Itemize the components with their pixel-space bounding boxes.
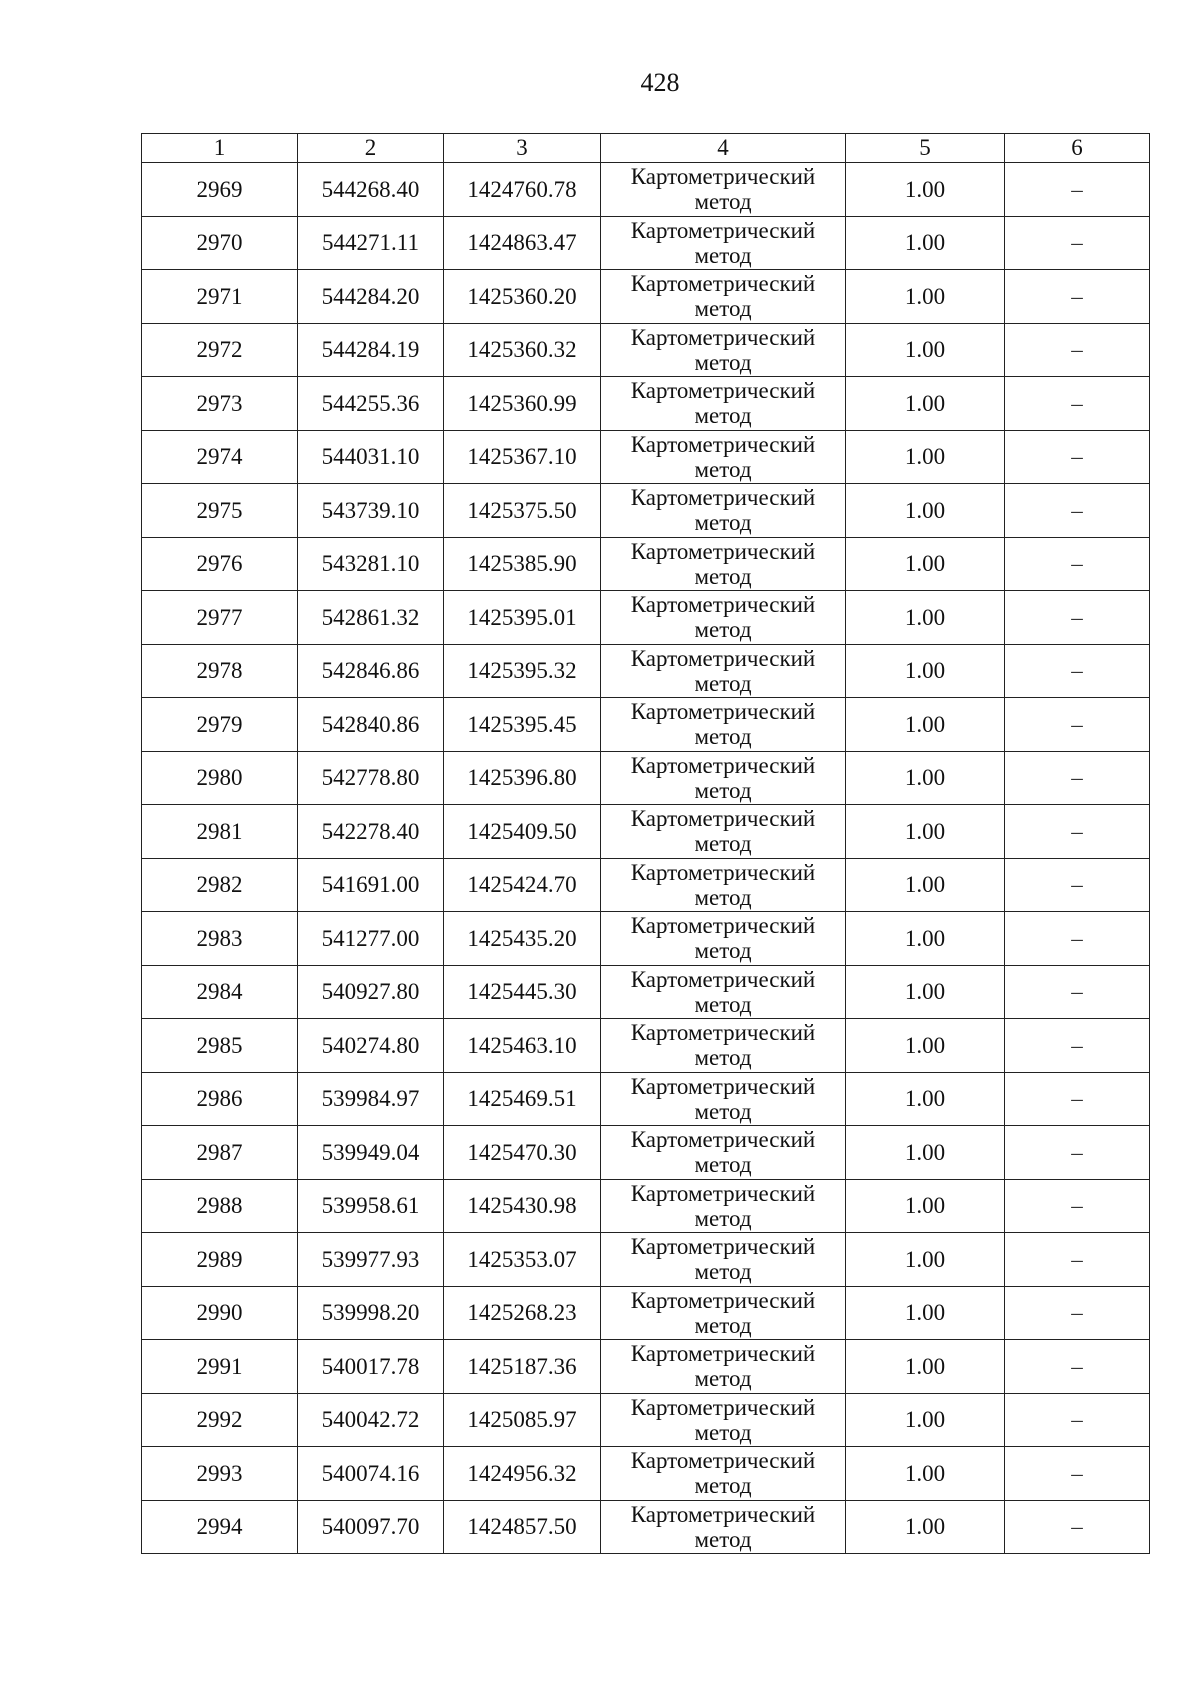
y-coordinate-cell: 1425085.97 [444, 1393, 601, 1447]
method-cell [601, 858, 846, 912]
note-cell: – [1005, 216, 1150, 270]
table-row [142, 1233, 1150, 1287]
x-coordinate-cell: 544284.19 [298, 323, 444, 377]
note-cell: – [1005, 1447, 1150, 1501]
method-cell [601, 1500, 846, 1554]
note-cell: – [1005, 751, 1150, 805]
table-row [142, 912, 1150, 966]
note-cell: – [1005, 965, 1150, 1019]
method-label-line-1: Картометрический [630, 1127, 816, 1153]
x-coordinate-cell: 539949.04 [298, 1126, 444, 1180]
accuracy-cell: 1.00 [846, 216, 1005, 270]
point-number-cell: 2978 [142, 644, 298, 698]
accuracy-cell: 1.00 [846, 1500, 1005, 1554]
note-cell: – [1005, 591, 1150, 645]
table-row [142, 1447, 1150, 1501]
method-cell [601, 216, 846, 270]
x-coordinate-cell: 542278.40 [298, 805, 444, 859]
method-label-line-2: метод [694, 1312, 752, 1338]
accuracy-cell: 1.00 [846, 858, 1005, 912]
x-coordinate-cell: 540097.70 [298, 1500, 444, 1554]
method-label-line-2: метод [694, 1366, 752, 1392]
table-row [142, 1500, 1150, 1554]
accuracy-cell: 1.00 [846, 1233, 1005, 1287]
table-row [142, 751, 1150, 805]
coordinates-table-body [142, 134, 1150, 1554]
method-cell [601, 1286, 846, 1340]
coordinates-table [141, 133, 1150, 1554]
y-coordinate-cell: 1424956.32 [444, 1447, 601, 1501]
table-row [142, 1179, 1150, 1233]
method-label-line-1: Картометрический [630, 752, 816, 778]
method-label-line-1: Картометрический [630, 913, 816, 939]
point-number-cell: 2972 [142, 323, 298, 377]
table-row [142, 1019, 1150, 1073]
method-label-line-2: метод [694, 456, 752, 482]
table-row [142, 163, 1150, 217]
accuracy-cell: 1.00 [846, 644, 1005, 698]
y-coordinate-cell: 1425463.10 [444, 1019, 601, 1073]
note-cell: – [1005, 270, 1150, 324]
x-coordinate-cell: 542840.86 [298, 698, 444, 752]
x-coordinate-cell: 544255.36 [298, 377, 444, 431]
note-cell: – [1005, 163, 1150, 217]
point-number-cell: 2973 [142, 377, 298, 431]
table-row [142, 591, 1150, 645]
method-label-line-1: Картометрический [630, 1020, 816, 1046]
method-label-line-2: метод [694, 403, 752, 429]
note-cell: – [1005, 1286, 1150, 1340]
y-coordinate-cell: 1425187.36 [444, 1340, 601, 1394]
method-label-line-1: Картометрический [630, 1073, 816, 1099]
method-cell [601, 1019, 846, 1073]
accuracy-cell: 1.00 [846, 323, 1005, 377]
point-number-cell: 2980 [142, 751, 298, 805]
method-label-line-2: метод [694, 884, 752, 910]
method-label-line-1: Картометрический [630, 1501, 816, 1527]
method-cell [601, 1447, 846, 1501]
x-coordinate-cell: 544268.40 [298, 163, 444, 217]
method-cell [601, 965, 846, 1019]
method-label-line-1: Картометрический [630, 1341, 816, 1367]
method-cell [601, 591, 846, 645]
note-cell: – [1005, 858, 1150, 912]
accuracy-cell: 1.00 [846, 163, 1005, 217]
y-coordinate-cell: 1425470.30 [444, 1126, 601, 1180]
table-row [142, 216, 1150, 270]
method-label-line-1: Картометрический [630, 806, 816, 832]
method-label-line-1: Картометрический [630, 699, 816, 725]
table-row [142, 805, 1150, 859]
point-number-cell: 2970 [142, 216, 298, 270]
y-coordinate-cell: 1424857.50 [444, 1500, 601, 1554]
table-row [142, 1126, 1150, 1180]
note-cell: – [1005, 1126, 1150, 1180]
method-label-line-2: метод [694, 670, 752, 696]
point-number-cell: 2975 [142, 484, 298, 538]
method-cell [601, 644, 846, 698]
method-cell [601, 1126, 846, 1180]
x-coordinate-cell: 544284.20 [298, 270, 444, 324]
method-label-line-2: метод [694, 1045, 752, 1071]
method-label-line-1: Картометрический [630, 431, 816, 457]
method-cell [601, 270, 846, 324]
table-row [142, 377, 1150, 431]
note-cell: – [1005, 1500, 1150, 1554]
table-row [142, 537, 1150, 591]
y-coordinate-cell: 1425395.32 [444, 644, 601, 698]
table-row [142, 965, 1150, 1019]
y-coordinate-cell: 1425360.32 [444, 323, 601, 377]
accuracy-cell: 1.00 [846, 430, 1005, 484]
method-label-line-1: Картометрический [630, 1234, 816, 1260]
accuracy-cell: 1.00 [846, 377, 1005, 431]
method-label-line-1: Картометрический [630, 538, 816, 564]
point-number-cell: 2993 [142, 1447, 298, 1501]
y-coordinate-cell: 1425367.10 [444, 430, 601, 484]
column-header-6: 6 [1005, 134, 1150, 163]
accuracy-cell: 1.00 [846, 805, 1005, 859]
point-number-cell: 2990 [142, 1286, 298, 1340]
method-label-line-2: метод [694, 510, 752, 536]
accuracy-cell: 1.00 [846, 484, 1005, 538]
accuracy-cell: 1.00 [846, 912, 1005, 966]
method-label-line-2: метод [694, 938, 752, 964]
point-number-cell: 2987 [142, 1126, 298, 1180]
method-cell [601, 537, 846, 591]
point-number-cell: 2979 [142, 698, 298, 752]
note-cell: – [1005, 912, 1150, 966]
method-cell [601, 430, 846, 484]
x-coordinate-cell: 542861.32 [298, 591, 444, 645]
table-row [142, 1286, 1150, 1340]
note-cell: – [1005, 1019, 1150, 1073]
table-header-row [142, 134, 1150, 163]
note-cell: – [1005, 323, 1150, 377]
point-number-cell: 2974 [142, 430, 298, 484]
point-number-cell: 2989 [142, 1233, 298, 1287]
method-label-line-2: метод [694, 1098, 752, 1124]
x-coordinate-cell: 543739.10 [298, 484, 444, 538]
y-coordinate-cell: 1425385.90 [444, 537, 601, 591]
y-coordinate-cell: 1425395.45 [444, 698, 601, 752]
y-coordinate-cell: 1425395.01 [444, 591, 601, 645]
method-cell [601, 1393, 846, 1447]
y-coordinate-cell: 1424863.47 [444, 216, 601, 270]
accuracy-cell: 1.00 [846, 965, 1005, 1019]
y-coordinate-cell: 1425469.51 [444, 1072, 601, 1126]
x-coordinate-cell: 539984.97 [298, 1072, 444, 1126]
point-number-cell: 2984 [142, 965, 298, 1019]
method-label-line-2: метод [694, 617, 752, 643]
method-label-line-2: метод [694, 1205, 752, 1231]
accuracy-cell: 1.00 [846, 270, 1005, 324]
method-cell [601, 912, 846, 966]
method-cell [601, 484, 846, 538]
accuracy-cell: 1.00 [846, 1126, 1005, 1180]
y-coordinate-cell: 1425430.98 [444, 1179, 601, 1233]
note-cell: – [1005, 805, 1150, 859]
method-label-line-1: Картометрический [630, 1287, 816, 1313]
x-coordinate-cell: 540042.72 [298, 1393, 444, 1447]
point-number-cell: 2988 [142, 1179, 298, 1233]
method-label-line-1: Картометрический [630, 324, 816, 350]
method-label-line-1: Картометрический [630, 859, 816, 885]
method-cell [601, 163, 846, 217]
method-label-line-1: Картометрический [630, 1394, 816, 1420]
method-label-line-2: метод [694, 1526, 752, 1552]
point-number-cell: 2983 [142, 912, 298, 966]
method-cell [601, 1179, 846, 1233]
note-cell: – [1005, 1393, 1150, 1447]
table-row [142, 484, 1150, 538]
x-coordinate-cell: 540074.16 [298, 1447, 444, 1501]
y-coordinate-cell: 1425360.99 [444, 377, 601, 431]
method-label-line-1: Картометрический [630, 1448, 816, 1474]
accuracy-cell: 1.00 [846, 1447, 1005, 1501]
note-cell: – [1005, 1340, 1150, 1394]
column-header-1: 1 [142, 134, 298, 163]
method-label-line-1: Картометрический [630, 271, 816, 297]
column-header-2: 2 [298, 134, 444, 163]
accuracy-cell: 1.00 [846, 591, 1005, 645]
x-coordinate-cell: 542846.86 [298, 644, 444, 698]
column-header-3: 3 [444, 134, 601, 163]
point-number-cell: 2991 [142, 1340, 298, 1394]
column-header-4: 4 [601, 134, 846, 163]
note-cell: – [1005, 377, 1150, 431]
y-coordinate-cell: 1425360.20 [444, 270, 601, 324]
accuracy-cell: 1.00 [846, 698, 1005, 752]
method-label-line-2: метод [694, 349, 752, 375]
method-label-line-1: Картометрический [630, 592, 816, 618]
y-coordinate-cell: 1425375.50 [444, 484, 601, 538]
method-label-line-1: Картометрический [630, 645, 816, 671]
method-label-line-1: Картометрический [630, 217, 816, 243]
accuracy-cell: 1.00 [846, 751, 1005, 805]
method-label-line-1: Картометрический [630, 1180, 816, 1206]
point-number-cell: 2977 [142, 591, 298, 645]
note-cell: – [1005, 698, 1150, 752]
point-number-cell: 2994 [142, 1500, 298, 1554]
note-cell: – [1005, 484, 1150, 538]
accuracy-cell: 1.00 [846, 1393, 1005, 1447]
method-label-line-2: метод [694, 296, 752, 322]
y-coordinate-cell: 1425353.07 [444, 1233, 601, 1287]
method-label-line-2: метод [694, 1259, 752, 1285]
method-label-line-2: метод [694, 991, 752, 1017]
table-row [142, 1072, 1150, 1126]
method-label-line-1: Картометрический [630, 966, 816, 992]
method-label-line-2: метод [694, 189, 752, 215]
x-coordinate-cell: 540927.80 [298, 965, 444, 1019]
x-coordinate-cell: 539958.61 [298, 1179, 444, 1233]
accuracy-cell: 1.00 [846, 537, 1005, 591]
x-coordinate-cell: 542778.80 [298, 751, 444, 805]
x-coordinate-cell: 540017.78 [298, 1340, 444, 1394]
method-cell [601, 323, 846, 377]
x-coordinate-cell: 543281.10 [298, 537, 444, 591]
note-cell: – [1005, 1072, 1150, 1126]
method-label-line-2: метод [694, 777, 752, 803]
point-number-cell: 2986 [142, 1072, 298, 1126]
table-row [142, 323, 1150, 377]
method-label-line-1: Картометрический [630, 378, 816, 404]
method-label-line-2: метод [694, 1473, 752, 1499]
x-coordinate-cell: 539998.20 [298, 1286, 444, 1340]
note-cell: – [1005, 1179, 1150, 1233]
accuracy-cell: 1.00 [846, 1340, 1005, 1394]
y-coordinate-cell: 1425409.50 [444, 805, 601, 859]
y-coordinate-cell: 1425435.20 [444, 912, 601, 966]
x-coordinate-cell: 544271.11 [298, 216, 444, 270]
table-row [142, 644, 1150, 698]
method-cell [601, 1072, 846, 1126]
column-header-5: 5 [846, 134, 1005, 163]
point-number-cell: 2971 [142, 270, 298, 324]
x-coordinate-cell: 540274.80 [298, 1019, 444, 1073]
page-number: 428 [640, 68, 680, 97]
accuracy-cell: 1.00 [846, 1179, 1005, 1233]
method-label-line-1: Картометрический [630, 485, 816, 511]
note-cell: – [1005, 537, 1150, 591]
method-cell [601, 751, 846, 805]
x-coordinate-cell: 541691.00 [298, 858, 444, 912]
table-row [142, 1340, 1150, 1394]
x-coordinate-cell: 541277.00 [298, 912, 444, 966]
method-label-line-2: метод [694, 1419, 752, 1445]
method-cell [601, 698, 846, 752]
table-row [142, 270, 1150, 324]
x-coordinate-cell: 539977.93 [298, 1233, 444, 1287]
accuracy-cell: 1.00 [846, 1286, 1005, 1340]
x-coordinate-cell: 544031.10 [298, 430, 444, 484]
y-coordinate-cell: 1425268.23 [444, 1286, 601, 1340]
method-label-line-2: метод [694, 242, 752, 268]
point-number-cell: 2981 [142, 805, 298, 859]
method-cell [601, 1233, 846, 1287]
accuracy-cell: 1.00 [846, 1019, 1005, 1073]
note-cell: – [1005, 430, 1150, 484]
accuracy-cell: 1.00 [846, 1072, 1005, 1126]
method-cell [601, 1340, 846, 1394]
note-cell: – [1005, 644, 1150, 698]
point-number-cell: 2982 [142, 858, 298, 912]
method-label-line-1: Картометрический [630, 164, 816, 190]
method-label-line-2: метод [694, 1152, 752, 1178]
table-row [142, 858, 1150, 912]
y-coordinate-cell: 1425396.80 [444, 751, 601, 805]
note-cell: – [1005, 1233, 1150, 1287]
y-coordinate-cell: 1424760.78 [444, 163, 601, 217]
table-row [142, 430, 1150, 484]
y-coordinate-cell: 1425445.30 [444, 965, 601, 1019]
table-row [142, 1393, 1150, 1447]
method-cell [601, 377, 846, 431]
method-label-line-2: метод [694, 831, 752, 857]
table-row [142, 698, 1150, 752]
method-label-line-2: метод [694, 563, 752, 589]
y-coordinate-cell: 1425424.70 [444, 858, 601, 912]
point-number-cell: 2969 [142, 163, 298, 217]
method-cell [601, 805, 846, 859]
method-label-line-2: метод [694, 724, 752, 750]
point-number-cell: 2992 [142, 1393, 298, 1447]
point-number-cell: 2985 [142, 1019, 298, 1073]
point-number-cell: 2976 [142, 537, 298, 591]
